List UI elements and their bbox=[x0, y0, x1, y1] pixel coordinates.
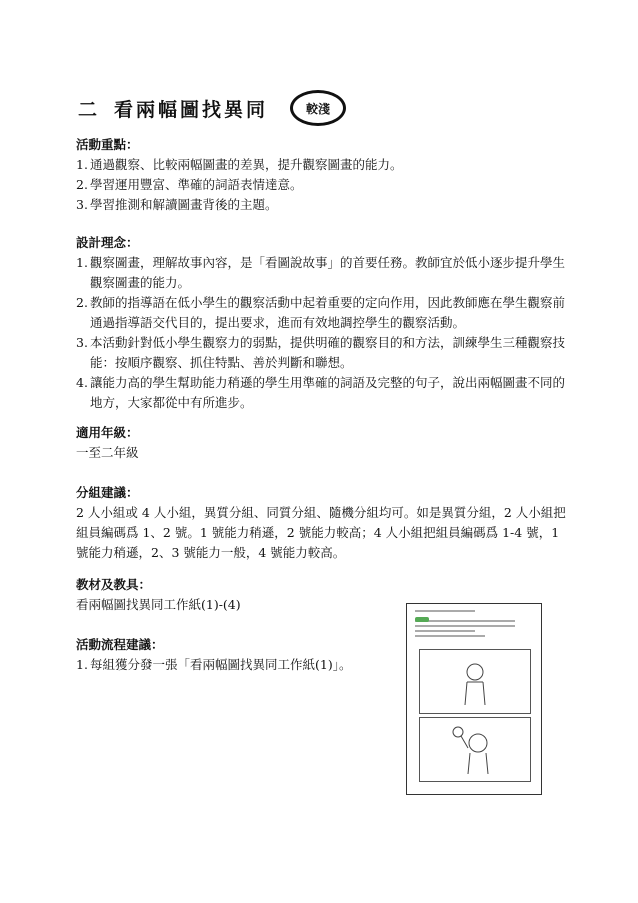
grouping-section bbox=[76, 483, 566, 563]
item-text: 教師的指導語在低小學生的觀察活動中起着重要的定向作用，因此教師應在學生觀察前通過指導語交代目的，提出要求，進而有效地調控學生的觀察活動。 bbox=[90, 295, 566, 330]
list-item bbox=[76, 333, 566, 373]
item-number: 1. bbox=[76, 157, 88, 172]
item-text: 本活動針對低小學生觀察力的弱點，提供明確的觀察目的和方法，訓練學生三種觀察技能：按順序觀察、抓住特點、善於判斷和聯想。 bbox=[90, 335, 566, 370]
materials-section bbox=[76, 575, 396, 615]
item-text: 每組獲分發一張「看兩幅圖找異同工作紙(1)」。 bbox=[90, 657, 352, 672]
list-item bbox=[76, 155, 566, 175]
concept-heading: 設計理念： bbox=[76, 235, 139, 250]
page-title bbox=[78, 90, 346, 126]
materials-text: 看兩幅圖找異同工作紙(1)-(4) bbox=[76, 597, 241, 612]
difficulty-badge: 較淺 bbox=[290, 90, 346, 126]
item-text: 觀察圖畫，理解故事內容，是「看圖說故事」的首要任務。教師宜於低小逐步提升學生觀察圖畫的能力。 bbox=[90, 255, 566, 290]
grouping-text: 2 人小組或 4 人小組，異質分組、同質分組、隨機分組均可。如是異質分組，2 人小組把組員編碼爲 1、2 號。1 號能力稍遜，2 號能力較高；4 人小組把組員編碼爲 1-4 號，1 號能力稍遜，2、3 號能力一般，4 號能力較高。 bbox=[76, 505, 566, 560]
item-number: 3. bbox=[76, 335, 88, 350]
worksheet-picture-2 bbox=[419, 717, 531, 782]
worksheet-picture-1 bbox=[419, 649, 531, 714]
focus-section bbox=[76, 135, 566, 215]
procedure-section bbox=[76, 635, 396, 675]
list-item bbox=[76, 373, 566, 413]
procedure-heading: 活動流程建議： bbox=[76, 637, 164, 652]
worksheet-thumbnail bbox=[406, 603, 542, 795]
grade-text: 一至二年級 bbox=[76, 445, 139, 460]
item-number: 3. bbox=[76, 197, 88, 212]
item-text: 學習推測和解讀圖畫背後的主題。 bbox=[90, 197, 278, 212]
grade-heading: 適用年級： bbox=[76, 425, 139, 440]
item-number: 1. bbox=[76, 255, 88, 270]
item-text: 通過觀察、比較兩幅圖畫的差異，提升觀察圖畫的能力。 bbox=[90, 157, 403, 172]
list-item bbox=[76, 655, 396, 675]
list-item bbox=[76, 175, 566, 195]
list-item bbox=[76, 293, 566, 333]
list-item bbox=[76, 195, 566, 215]
item-text: 讓能力高的學生幫助能力稍遜的學生用準確的詞語及完整的句子，說出兩幅圖畫不同的地方，大家都從中有所進步。 bbox=[90, 375, 566, 410]
section-number: 二 bbox=[78, 98, 101, 121]
item-number: 4. bbox=[76, 375, 88, 390]
title-text: 看兩幅圖找異同 bbox=[114, 98, 269, 121]
grouping-heading: 分組建議： bbox=[76, 485, 139, 500]
item-number: 1. bbox=[76, 657, 88, 672]
grade-section bbox=[76, 423, 566, 463]
item-text: 學習運用豐富、準確的詞語表情達意。 bbox=[90, 177, 303, 192]
concept-section bbox=[76, 233, 566, 413]
list-item bbox=[76, 253, 566, 293]
focus-heading: 活動重點： bbox=[76, 137, 139, 152]
item-number: 2. bbox=[76, 177, 88, 192]
item-number: 2. bbox=[76, 295, 88, 310]
materials-heading: 教材及教具： bbox=[76, 577, 152, 592]
